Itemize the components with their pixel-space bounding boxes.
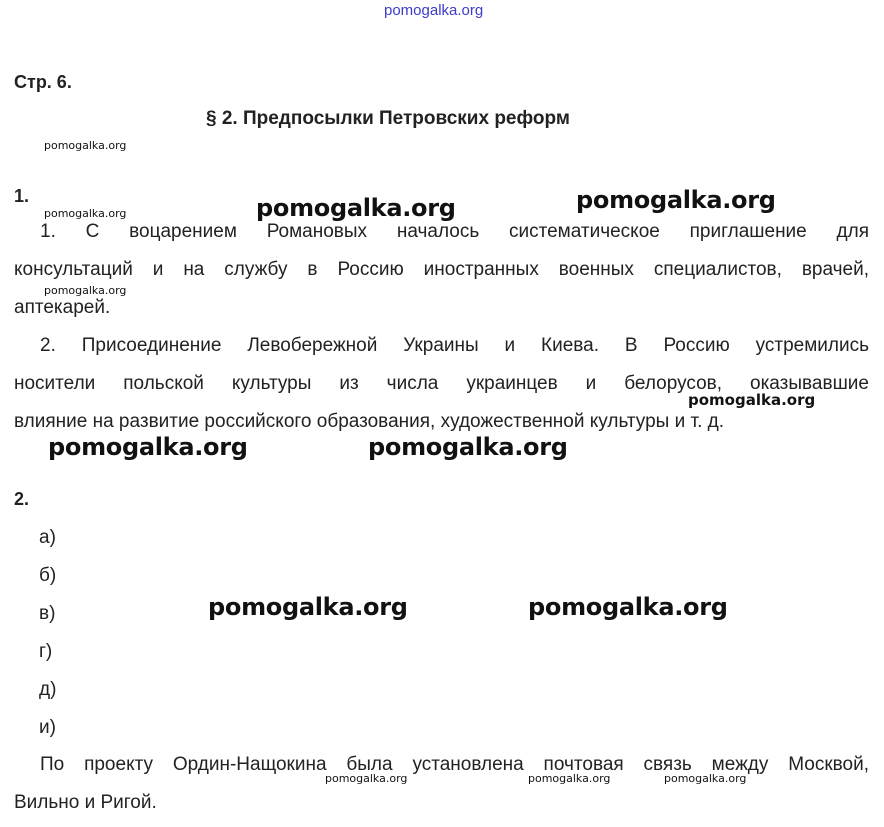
watermark-large: pomogalka.org	[528, 593, 728, 621]
watermark-large: pomogalka.org	[576, 186, 776, 214]
watermark-large: pomogalka.org	[256, 194, 456, 222]
answer-item: в)	[39, 603, 56, 624]
section-title: § 2. Предпосылки Петровских реформ	[206, 108, 570, 129]
task-1-number: 1.	[14, 186, 30, 206]
watermark-top: pomogalka.org	[384, 2, 484, 19]
task-1-paragraph-1	[14, 213, 869, 327]
paragraph-line: 1. С воцарением Романовых началось систематическое приглашение для	[40, 221, 869, 242]
watermark-small: pomogalka.org	[44, 139, 127, 152]
paragraph-line: влияние на развитие российского образования, художественной культуры и т. д.	[14, 411, 724, 432]
answer-item: а)	[39, 527, 56, 548]
task-1-paragraph-2	[14, 327, 869, 441]
watermark-small: pomogalka.org	[44, 207, 127, 220]
watermark-small: pomogalka.org	[664, 772, 747, 785]
answer-item: д)	[39, 679, 57, 700]
watermark-small: pomogalka.org	[44, 284, 127, 297]
answer-item: и)	[39, 717, 56, 738]
page-label: Стр. 6.	[14, 72, 72, 92]
task-2-number: 2.	[14, 489, 30, 509]
watermark-small: pomogalka.org	[325, 772, 408, 785]
watermark-large: pomogalka.org	[368, 433, 568, 461]
paragraph-line: Вильно и Ригой.	[14, 792, 157, 813]
paragraph-line: По проекту Ордин-Нащокина была установлена почтовая связь между Москвой,	[40, 754, 869, 775]
watermark-large: pomogalka.org	[208, 593, 408, 621]
answer-item: г)	[39, 641, 53, 662]
watermark-large: pomogalka.org	[48, 433, 248, 461]
answer-item: б)	[39, 565, 57, 586]
watermark-small: pomogalka.org	[528, 772, 611, 785]
paragraph-line: консультаций и на службу в Россию иностранных военных специалистов, врачей,	[14, 259, 869, 280]
paragraph-line: аптекарей.	[14, 297, 111, 318]
paragraph-line: носители польской культуры из числа украинцев и белорусов, оказывавшие	[14, 373, 869, 394]
paragraph-line: 2. Присоединение Левобережной Украины и Киева. В Россию устремились	[40, 335, 869, 356]
watermark-medium: pomogalka.org	[688, 391, 816, 409]
